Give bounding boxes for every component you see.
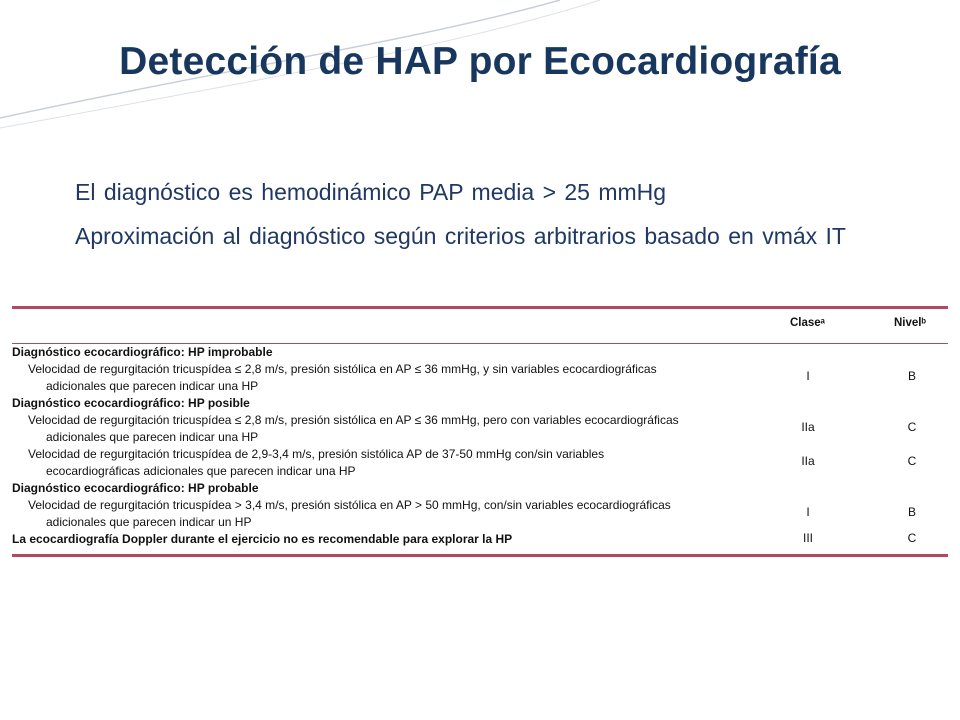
row-text: Velocidad de regurgitación tricuspídea > 3,4 m/s, presión sistólica en AP > 50 mmHg, con/sin variables ecocardiográficas [28, 498, 671, 512]
section-title: Diagnóstico ecocardiográfico: HP posible [12, 396, 250, 410]
section-probable-title [12, 480, 948, 497]
final-row-text: La ecocardiografía Doppler durante el ejercicio no es recomendable para explorar la HP [12, 532, 513, 546]
row-clase: I [806, 369, 810, 383]
row-text: Velocidad de regurgitación tricuspídea ≤ 2,8 m/s, presión sistólica en AP ≤ 36 mmHg, y sin variables ecocardiográficas [28, 362, 657, 376]
header-clase: Claseᵃ [790, 317, 826, 329]
table-header [12, 309, 948, 343]
bullet-diagnosis: El diagnóstico es hemodinámico PAP media > 25 mmHg [75, 179, 667, 205]
row-nivel: C [907, 454, 917, 468]
row-text-cont: ecocardiográficas adicionales que parecen indicar una HP [46, 464, 356, 478]
table-row [12, 497, 948, 531]
row-clase: I [806, 505, 810, 519]
final-row-nivel: C [907, 531, 917, 545]
echo-criteria-table [12, 306, 948, 557]
table-row [12, 446, 948, 480]
row-nivel: B [907, 505, 916, 519]
section-improbable-title [12, 344, 948, 361]
row-text: Velocidad de regurgitación tricuspídea de 2,9-3,4 m/s, presión sistólica AP de 37-50 mmHg con/sin variables [28, 447, 605, 461]
row-text-cont: adicionales que parecen indicar una HP [46, 379, 259, 393]
row-text-cont: adicionales que parecen indicar una HP [46, 430, 259, 444]
table-row [12, 412, 948, 446]
table-bottom-rule [12, 554, 948, 557]
row-text: Velocidad de regurgitación tricuspídea ≤ 2,8 m/s, presión sistólica en AP ≤ 36 mmHg, pero con variables ecocardiográficas [28, 413, 679, 427]
table-row [12, 361, 948, 395]
section-posible-title [12, 395, 948, 412]
section-title: Diagnóstico ecocardiográfico: HP improbable [12, 345, 273, 359]
final-row-clase: III [802, 531, 813, 545]
bullet-approximation: Aproximación al diagnóstico según criterios arbitrarios basado en vmáx IT [75, 223, 846, 249]
final-row [12, 531, 948, 554]
row-nivel: B [907, 369, 916, 383]
header-nivel: Nivelᵇ [894, 317, 926, 329]
section-title: Diagnóstico ecocardiográfico: HP probable [12, 481, 259, 495]
row-clase: IIa [801, 454, 815, 468]
bullet-list [75, 176, 875, 264]
row-text-cont: adicionales que parecen indicar un HP [46, 515, 252, 529]
slide-title: Detección de HAP por Ecocardiografía [119, 40, 841, 83]
row-nivel: C [907, 420, 917, 434]
row-clase: IIa [801, 420, 815, 434]
